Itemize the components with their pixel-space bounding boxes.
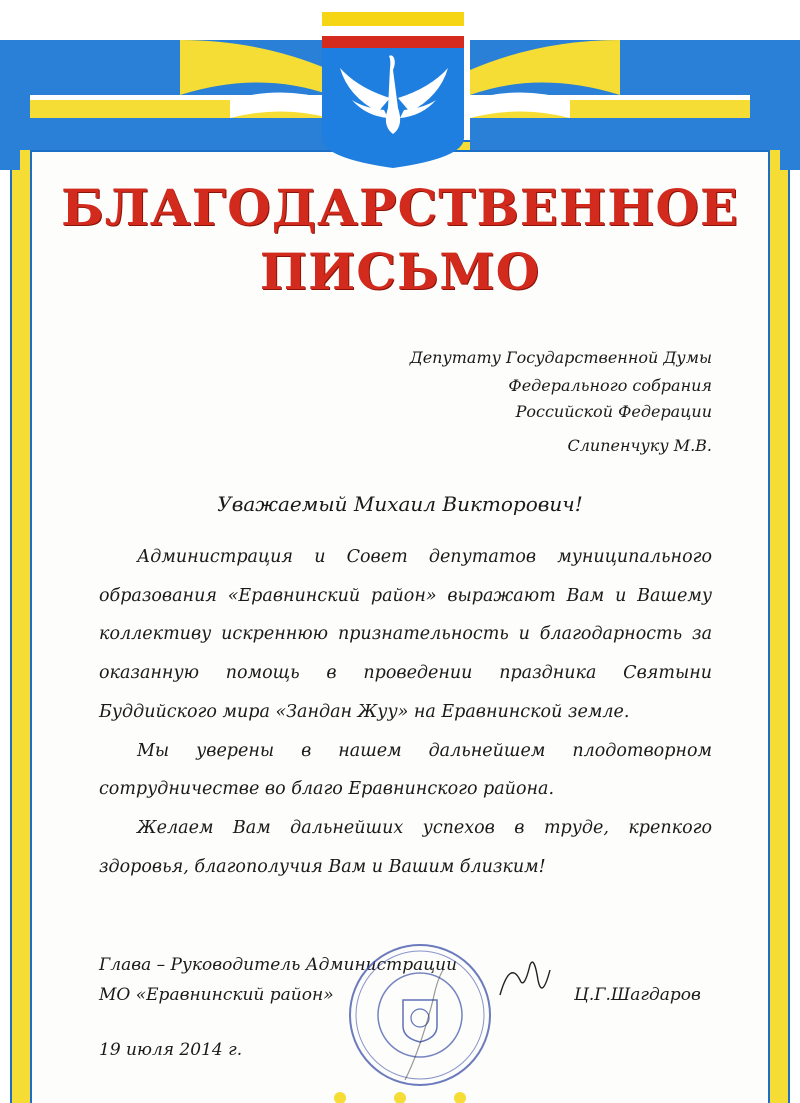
signature-date: 19 июля 2014 г.: [99, 1040, 243, 1060]
handwritten-signature-icon: [490, 950, 560, 1010]
addressee-line3: Российской Федерации: [515, 402, 712, 421]
body-line: здоровья, благополучия Вам и Вашим близким!: [99, 856, 546, 877]
bottom-ornament-icon: [300, 1080, 500, 1103]
addressee-line2: Федерального собрания: [508, 376, 712, 395]
signature-position-line2: МО «Еравнинский район»: [99, 985, 334, 1005]
body-line: Администрация и Совет депутатов муниципального: [137, 547, 712, 567]
addressee-name: Слипенчуку М.В.: [567, 436, 712, 455]
body-line: сотрудничестве во благо Еравнинского района.: [99, 779, 555, 800]
body-line: Желаем Вам дальнейших успехов в труде, крепкого: [137, 817, 712, 838]
body-line: Мы уверены в нашем дальнейшем плодотворном: [137, 740, 712, 761]
document-title-line1: БЛАГОДАРСТВЕННОЕ: [60, 178, 740, 237]
document-title-line2: ПИСЬМО: [259, 242, 541, 301]
body-line: оказанную помощь в проведении праздника Святыни: [99, 663, 712, 684]
crane-coat-of-arms-icon: [318, 8, 482, 168]
signature-position-line1: Глава – Руководитель Администрации: [99, 955, 458, 975]
letter-body: [99, 538, 712, 886]
greeting: Уважаемый Михаил Викторович!: [217, 492, 583, 516]
official-stamp-icon: [345, 940, 495, 1090]
body-line: коллективу искреннюю признательность и благодарность за: [99, 624, 712, 645]
body-line: образования «Еравнинский район» выражают Вам и Вашему: [99, 585, 712, 606]
signature-signer-name: Ц.Г.Шагдаров: [574, 985, 701, 1005]
body-line: Буддийского мира «Зандан Жуу» на Еравнинской земле.: [99, 701, 630, 722]
addressee-line1: Депутату Государственной Думы: [409, 348, 712, 367]
